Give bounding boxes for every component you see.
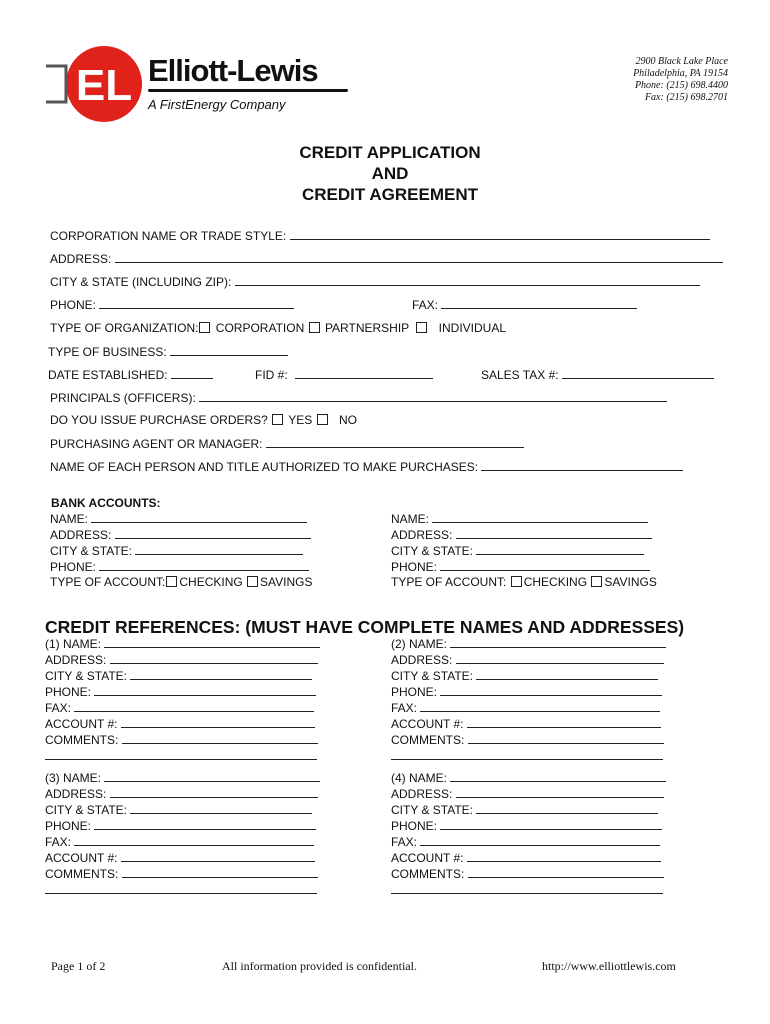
phone-label: PHONE: <box>50 298 97 312</box>
ref-comments-label: COMMENTS: <box>45 733 119 747</box>
purchase-orders-row <box>50 413 357 428</box>
city-state-label: CITY & STATE (INCLUDING ZIP): <box>50 275 232 289</box>
page-title <box>0 142 770 205</box>
logo-tagline: A FirstEnergy Company <box>148 97 286 112</box>
bank-city-field[interactable] <box>135 543 303 555</box>
ref-phone-row <box>391 818 666 834</box>
ref-phone-row <box>45 818 320 834</box>
logo-mark-icon <box>44 44 164 124</box>
bank-address-label: ADDRESS: <box>391 528 453 542</box>
type-business-row <box>48 344 288 360</box>
ref-account-row <box>391 850 666 866</box>
fax-label: FAX: <box>412 298 439 312</box>
sales-tax-row <box>481 367 714 383</box>
ref-phone-label: PHONE: <box>45 685 92 699</box>
logo-company-name: Elliott-Lewis <box>148 53 318 88</box>
ref-phone-label: PHONE: <box>391 819 438 833</box>
ref-fax-row <box>391 834 666 850</box>
bank-name-field[interactable] <box>432 511 648 523</box>
bank-phone-row <box>50 559 313 575</box>
yes-checkbox[interactable] <box>272 414 283 425</box>
authorized-row <box>50 459 683 475</box>
ref-city-row <box>391 668 666 684</box>
bank-account-2 <box>391 511 657 590</box>
date-established-field[interactable] <box>171 367 213 379</box>
title-line: CREDIT AGREEMENT <box>302 185 478 204</box>
ref-account-field[interactable] <box>121 850 315 862</box>
ref-comments-row <box>391 732 666 748</box>
individual-checkbox[interactable] <box>416 322 427 333</box>
date-established-label: DATE ESTABLISHED: <box>48 368 168 382</box>
ref-address-label: ADDRESS: <box>45 653 107 667</box>
bank-phone-field[interactable] <box>440 559 650 571</box>
ref-name-label: (4) NAME: <box>391 771 448 785</box>
ref-fax-label: FAX: <box>391 835 418 849</box>
corporation-label: CORPORATION <box>215 321 305 335</box>
ref-name-field[interactable] <box>104 770 320 782</box>
purchase-orders-label: DO YOU ISSUE PURCHASE ORDERS? <box>50 413 268 427</box>
ref-account-label: ACCOUNT #: <box>391 851 464 865</box>
address-label: ADDRESS: <box>50 252 112 266</box>
ref-name-row <box>45 770 320 786</box>
ref-name-label: (3) NAME: <box>45 771 102 785</box>
ref-fax-label: FAX: <box>391 701 418 715</box>
ref-comments-label: COMMENTS: <box>391 733 465 747</box>
phone-field[interactable] <box>99 297 294 309</box>
logo-swoosh <box>148 89 348 92</box>
corp-name-label: CORPORATION NAME OR TRADE STYLE: <box>50 229 287 243</box>
corp-name-field[interactable] <box>290 228 710 240</box>
ref-comments-extra-field[interactable] <box>45 748 317 760</box>
address-field[interactable] <box>115 251 723 263</box>
ref-address-field[interactable] <box>110 652 318 664</box>
sales-tax-field[interactable] <box>562 367 714 379</box>
ref-fax-row <box>45 700 320 716</box>
credit-reference-3 <box>45 770 320 898</box>
city-state-field[interactable] <box>235 274 700 286</box>
fid-row <box>255 367 433 383</box>
page-number: Page 1 of 2 <box>51 959 106 973</box>
bank-address-field[interactable] <box>115 527 311 539</box>
ref-phone-label: PHONE: <box>391 685 438 699</box>
address-line: Philadelphia, PA 19154 <box>633 68 728 79</box>
ref-fax-field[interactable] <box>74 834 314 846</box>
ref-phone-field[interactable] <box>94 818 316 830</box>
bank-city-row <box>50 543 313 559</box>
ref-address-label: ADDRESS: <box>391 787 453 801</box>
authorized-field[interactable] <box>481 459 683 471</box>
ref-phone-row <box>391 684 666 700</box>
purchasing-agent-row <box>50 436 524 452</box>
company-address <box>633 56 728 104</box>
bank-phone-row <box>391 559 657 575</box>
website-link[interactable]: http://www.elliottlewis.com <box>542 959 676 973</box>
ref-city-field[interactable] <box>130 802 312 814</box>
ref-name-row <box>391 636 666 652</box>
type-org-row <box>50 321 506 336</box>
purchasing-agent-field[interactable] <box>266 436 524 448</box>
ref-city-row <box>45 668 320 684</box>
bank-phone-label: PHONE: <box>50 560 97 574</box>
ref-name-row <box>391 770 666 786</box>
ref-account-label: ACCOUNT #: <box>45 717 118 731</box>
ref-account-label: ACCOUNT #: <box>391 717 464 731</box>
title-line: AND <box>371 164 409 183</box>
credit-reference-2 <box>391 636 666 764</box>
type-business-field[interactable] <box>170 344 288 356</box>
ref-city-label: CITY & STATE: <box>45 803 128 817</box>
bank-city-field[interactable] <box>476 543 644 555</box>
ref-phone-field[interactable] <box>440 818 662 830</box>
ref-city-field[interactable] <box>476 802 658 814</box>
savings-label: SAVINGS <box>260 575 313 589</box>
ref-account-field[interactable] <box>121 716 315 728</box>
fid-label: FID #: <box>255 368 288 382</box>
ref-name-label: (1) NAME: <box>45 637 102 651</box>
yes-label: YES <box>288 413 313 427</box>
ref-name-row <box>45 636 320 652</box>
corp-name-row <box>50 228 710 244</box>
type-business-label: TYPE OF BUSINESS: <box>48 345 167 359</box>
bank-name-label: NAME: <box>391 512 430 526</box>
bank-type-label: TYPE OF ACCOUNT: <box>391 575 507 589</box>
ref-account-field[interactable] <box>467 850 661 862</box>
bank-type-row <box>391 575 657 590</box>
checking-checkbox[interactable] <box>166 576 177 587</box>
bank-city-label: CITY & STATE: <box>50 544 133 558</box>
ref-account-field[interactable] <box>467 716 661 728</box>
authorized-label: NAME OF EACH PERSON AND TITLE AUTHORIZED TO MAKE PURCHASES: <box>50 460 479 474</box>
bank-name-label: NAME: <box>50 512 89 526</box>
partnership-label: PARTNERSHIP <box>324 321 409 335</box>
address-line: 2900 Black Lake Place <box>635 56 728 67</box>
phone-row <box>50 297 294 313</box>
ref-fax-row <box>391 700 666 716</box>
sales-tax-label: SALES TAX #: <box>481 368 559 382</box>
bank-name-row <box>391 511 657 527</box>
bank-type-label: TYPE OF ACCOUNT: <box>50 575 166 589</box>
ref-comments-extra-field[interactable] <box>391 882 663 894</box>
ref-city-label: CITY & STATE: <box>391 669 474 683</box>
address-fax: Fax: (215) 698.2701 <box>644 92 728 103</box>
ref-comments-extra-row <box>391 882 666 898</box>
bank-city-row <box>391 543 657 559</box>
date-established-row <box>48 367 213 383</box>
address-row <box>50 251 723 267</box>
checking-label: CHECKING <box>523 575 588 589</box>
credit-reference-1 <box>45 636 320 764</box>
ref-phone-label: PHONE: <box>45 819 92 833</box>
ref-city-row <box>391 802 666 818</box>
ref-address-label: ADDRESS: <box>45 787 107 801</box>
ref-account-row <box>45 850 320 866</box>
bank-name-row <box>50 511 313 527</box>
ref-address-row <box>45 786 320 802</box>
ref-name-field[interactable] <box>450 770 666 782</box>
ref-fax-label: FAX: <box>45 835 72 849</box>
ref-comments-extra-field[interactable] <box>391 748 663 760</box>
checking-label: CHECKING <box>179 575 243 589</box>
bank-address-row <box>391 527 657 543</box>
ref-phone-field[interactable] <box>440 684 662 696</box>
city-state-row <box>50 274 700 290</box>
ref-address-field[interactable] <box>456 786 664 798</box>
bank-city-label: CITY & STATE: <box>391 544 474 558</box>
ref-name-label: (2) NAME: <box>391 637 448 651</box>
ref-comments-extra-row <box>45 882 320 898</box>
credit-heading: CREDIT REFERENCES: (MUST HAVE COMPLETE NAMES AND ADDRESSES) <box>45 617 685 637</box>
ref-comments-field[interactable] <box>468 866 664 878</box>
address-phone: Phone: (215) 698.4400 <box>634 80 728 91</box>
checking-checkbox[interactable] <box>511 576 522 587</box>
applicant-section <box>50 228 740 478</box>
ref-name-field[interactable] <box>104 636 320 648</box>
ref-fax-label: FAX: <box>45 701 72 715</box>
fid-field[interactable] <box>295 367 433 379</box>
partnership-checkbox[interactable] <box>309 322 320 333</box>
individual-label: INDIVIDUAL <box>438 321 507 335</box>
ref-account-row <box>391 716 666 732</box>
ref-fax-field[interactable] <box>420 834 660 846</box>
bank-type-row <box>50 575 313 590</box>
ref-account-label: ACCOUNT #: <box>45 851 118 865</box>
bank-phone-label: PHONE: <box>391 560 438 574</box>
principals-field[interactable] <box>199 390 667 402</box>
bank-address-row <box>50 527 313 543</box>
ref-comments-field[interactable] <box>122 732 318 744</box>
savings-checkbox[interactable] <box>591 576 602 587</box>
ref-address-row <box>45 652 320 668</box>
fax-field[interactable] <box>441 297 637 309</box>
ref-comments-field[interactable] <box>122 866 318 878</box>
ref-address-row <box>391 786 666 802</box>
ref-address-field[interactable] <box>110 786 318 798</box>
confidential-notice: All information provided is confidential. <box>222 959 417 973</box>
bank-address-label: ADDRESS: <box>50 528 112 542</box>
ref-city-label: CITY & STATE: <box>391 803 474 817</box>
bank-account-1 <box>50 511 313 590</box>
ref-city-field[interactable] <box>130 668 312 680</box>
ref-address-label: ADDRESS: <box>391 653 453 667</box>
type-org-label: TYPE OF ORGANIZATION: <box>50 321 199 335</box>
fax-row <box>412 297 637 313</box>
ref-city-row <box>45 802 320 818</box>
ref-phone-field[interactable] <box>94 684 316 696</box>
ref-fax-field[interactable] <box>74 700 314 712</box>
bank-name-field[interactable] <box>91 511 307 523</box>
title-line: CREDIT APPLICATION <box>299 143 481 162</box>
ref-comments-extra-row <box>45 748 320 764</box>
ref-comments-row <box>391 866 666 882</box>
ref-comments-label: COMMENTS: <box>391 867 465 881</box>
ref-comments-label: COMMENTS: <box>45 867 119 881</box>
bank-address-field[interactable] <box>456 527 652 539</box>
corporation-checkbox[interactable] <box>199 322 210 333</box>
company-logo <box>44 44 354 124</box>
ref-name-field[interactable] <box>450 636 666 648</box>
credit-reference-4 <box>391 770 666 898</box>
purchasing-agent-label: PURCHASING AGENT OR MANAGER: <box>50 437 263 451</box>
savings-checkbox[interactable] <box>247 576 258 587</box>
bank-phone-field[interactable] <box>99 559 309 571</box>
ref-address-field[interactable] <box>456 652 664 664</box>
ref-comments-extra-row <box>391 748 666 764</box>
ref-comments-extra-field[interactable] <box>45 882 317 894</box>
ref-fax-field[interactable] <box>420 700 660 712</box>
ref-phone-row <box>45 684 320 700</box>
svg-text:EL: EL <box>75 61 133 110</box>
ref-comments-row <box>45 866 320 882</box>
bank-heading: BANK ACCOUNTS: <box>51 496 161 510</box>
savings-label: SAVINGS <box>604 575 657 589</box>
ref-comments-field[interactable] <box>468 732 664 744</box>
ref-city-field[interactable] <box>476 668 658 680</box>
ref-address-row <box>391 652 666 668</box>
no-checkbox[interactable] <box>317 414 328 425</box>
ref-account-row <box>45 716 320 732</box>
no-label: NO <box>339 413 357 427</box>
ref-fax-row <box>45 834 320 850</box>
ref-comments-row <box>45 732 320 748</box>
principals-row <box>50 390 667 406</box>
principals-label: PRINCIPALS (OFFICERS): <box>50 391 196 405</box>
ref-city-label: CITY & STATE: <box>45 669 128 683</box>
